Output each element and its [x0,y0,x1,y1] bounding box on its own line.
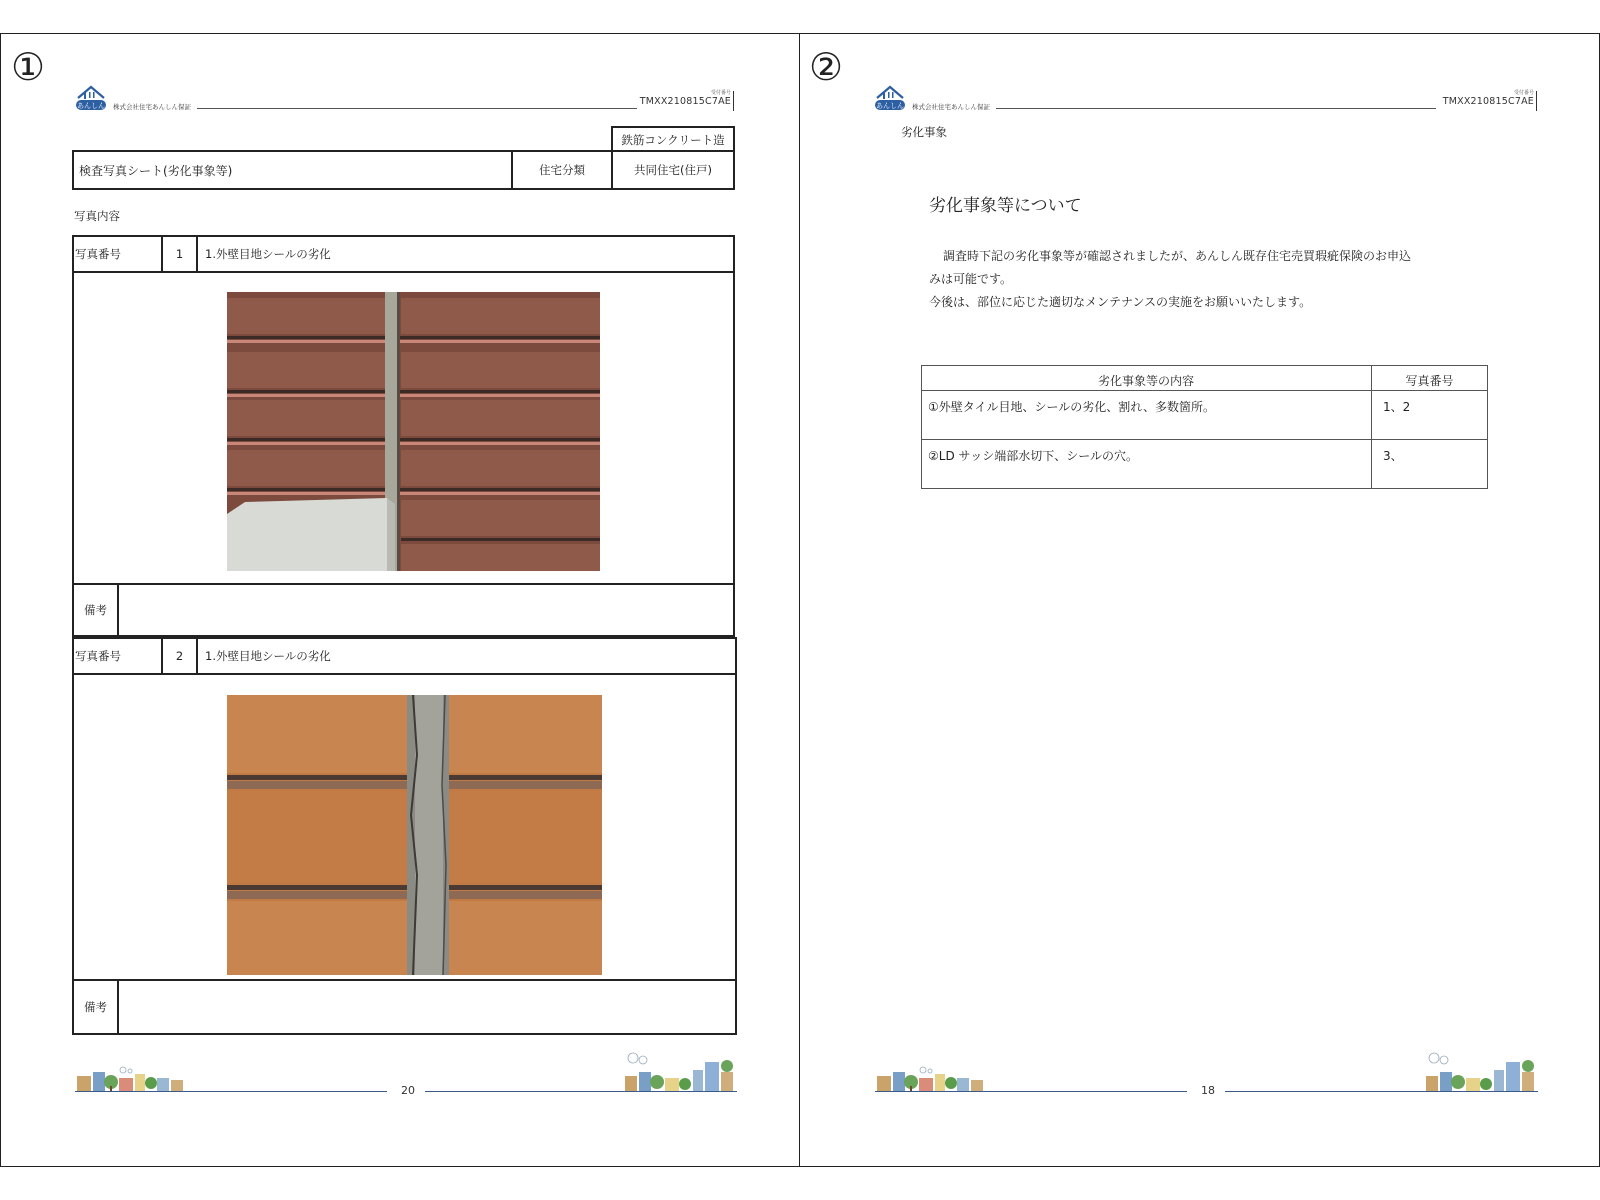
photo-number: 1 [175,247,184,261]
photo-number: 2 [175,649,184,663]
photo-section-label: 写真内容 [74,209,120,223]
structure-type: 鉄筋コンクリート造 [621,133,725,147]
anshin-logo-icon [874,84,906,112]
remarks-label: 備考 [84,603,107,617]
town-illustration-icon [1424,1052,1538,1092]
paragraph-line: 調査時下記の劣化事象等が確認されましたが、あんしん既存住宅売買瑕疵保険のお申込 [943,249,1412,263]
paragraph-line: みは可能です。 [929,272,1013,286]
brick-wall-photo [227,292,600,571]
receipt-number: 受付番号 TMXX210815C7AE [639,90,731,107]
svg-text:あんしん: あんしん [77,102,105,110]
company-name: 株式会社住宅あんしん保証 [113,103,191,111]
photo-caption: 1.外壁目地シールの劣化 [205,649,331,663]
section-label: 劣化事象 [901,125,947,139]
town-illustration-icon [875,1066,987,1092]
photo-number-label: 写真番号 [75,247,121,261]
panel-marker: ① [11,45,46,89]
photo-caption: 1.外壁目地シールの劣化 [205,247,331,261]
company-name: 株式会社住宅あんしん保証 [912,103,990,111]
photo-number-label: 写真番号 [75,649,121,663]
panel-marker: ② [809,45,844,89]
page-number: 18 [1201,1084,1215,1097]
town-illustration-icon [623,1052,737,1092]
header-rule [197,108,637,109]
document-page-1 [0,33,800,1167]
table-cell: 3、 [1383,449,1403,463]
table-cell: ①外壁タイル目地、シールの劣化、割れ、多数箇所。 [928,400,1215,414]
remarks-value [123,981,723,1033]
table-cell: ②LD サッシ端部水切下、シールの穴。 [928,449,1139,463]
anshin-logo-icon [75,84,107,112]
table-header: 劣化事象等の内容 [1097,374,1194,388]
page-number: 20 [401,1084,415,1097]
sheet-title: 検査写真シート(劣化事象等) [79,163,233,178]
brick-wall-photo [227,695,602,975]
document-page-2 [799,33,1600,1167]
table-header: 写真番号 [1405,374,1454,388]
svg-text:あんしん: あんしん [876,102,904,110]
housing-class-label: 住宅分類 [539,163,585,177]
paragraph-line: 今後は、部位に応じた適切なメンテナンスの実施をお願いいたします。 [929,295,1312,309]
page-heading: 劣化事象等について [929,196,1082,216]
remarks-value [123,585,723,635]
table-cell: 1、2 [1383,400,1411,414]
remarks-label: 備考 [84,1000,107,1014]
header-rule [996,108,1436,109]
housing-class-value: 共同住宅(住戸) [634,163,712,177]
receipt-number: 受付番号 TMXX210815C7AE [1442,90,1534,107]
town-illustration-icon [75,1066,187,1092]
